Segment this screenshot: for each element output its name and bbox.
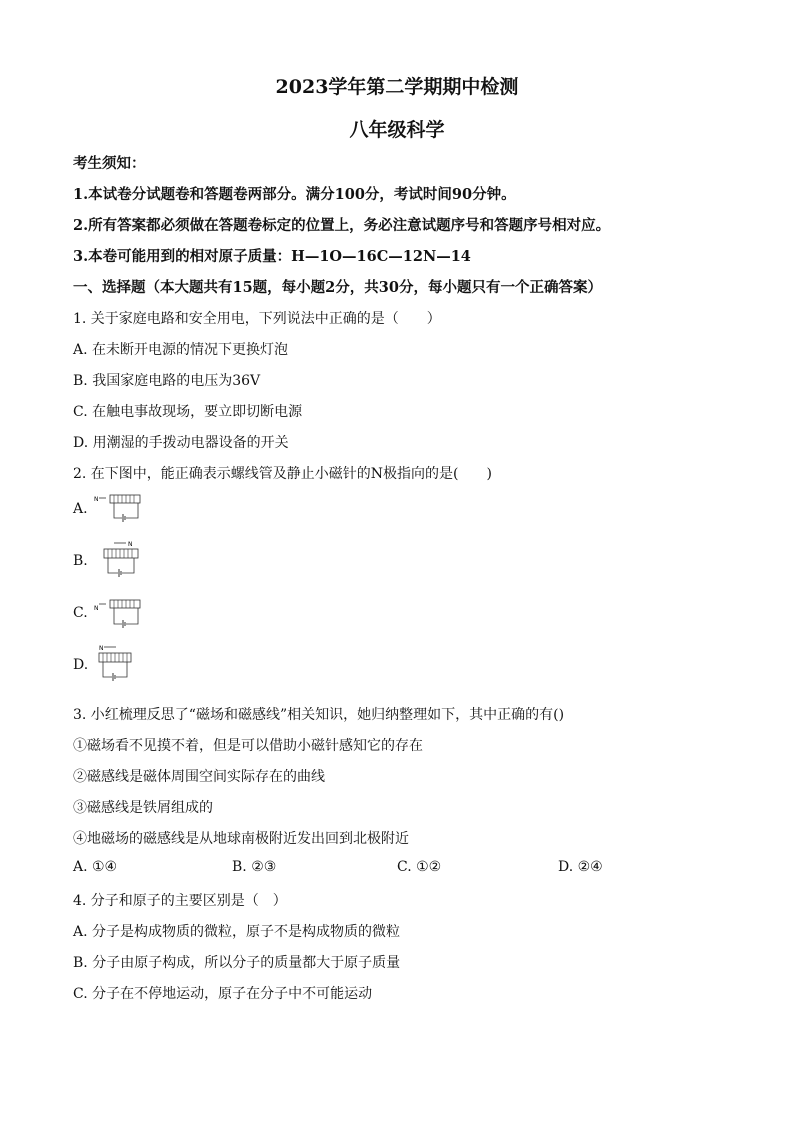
page-title: 2023学年第二学期期中检测 <box>275 76 519 98</box>
question-4-option-b: B. 分子由原子构成，所以分子的质量都大于原子质量 <box>73 955 401 971</box>
question-3-options <box>73 859 713 879</box>
question-3-statement-2: ②磁感线是磁体周围空间实际存在的曲线 <box>73 769 325 785</box>
question-3-option-b: B. ②③ <box>232 859 277 875</box>
section-heading: 一、选择题（本大题共有15题，每小题2分，共30分，每小题只有一个正确答案） <box>73 279 602 296</box>
figure-label-c: N <box>94 605 99 612</box>
solenoid-circuit-icon <box>94 492 150 524</box>
solenoid-circuit-icon <box>100 540 144 578</box>
notice-item-1: 1.本试卷分试题卷和答题卷两部分。满分100分，考试时间90分钟。 <box>73 186 516 203</box>
solenoid-circuit-b <box>100 540 144 578</box>
solenoid-circuit-c <box>94 596 150 630</box>
question-2-option-d: D. <box>73 657 89 673</box>
question-4-option-c: C. 分子在不停地运动，原子在分子中不可能运动 <box>73 986 373 1002</box>
solenoid-circuit-icon <box>94 596 150 630</box>
question-3-statement-1: ①磁场看不见摸不着，但是可以借助小磁针感知它的存在 <box>73 738 423 754</box>
page-subtitle: 八年级科学 <box>349 119 445 141</box>
notice-heading: 考生须知： <box>73 155 146 172</box>
question-3-stem: 3. 小红梳理反思了“磁场和磁感线”相关知识，她归纳整理如下，其中正确的有() <box>73 707 565 723</box>
figure-label-a: N <box>94 496 99 503</box>
question-1-option-d: D. 用潮湿的手拨动电器设备的开关 <box>73 435 289 451</box>
question-3-option-d: D. ②④ <box>558 859 603 875</box>
question-1-stem: 1. 关于家庭电路和安全用电，下列说法中正确的是（ ） <box>73 311 441 327</box>
question-3-statement-3: ③磁感线是铁屑组成的 <box>73 800 213 816</box>
solenoid-circuit-d <box>96 644 136 682</box>
notice-item-2: 2.所有答案都必须做在答题卷标定的位置上，务必注意试题序号和答题序号相对应。 <box>73 217 611 234</box>
question-4-option-a: A. 分子是构成物质的微粒，原子不是构成物质的微粒 <box>73 924 401 940</box>
question-2-option-a: A. <box>73 501 88 517</box>
figure-label-d: N <box>99 645 104 652</box>
question-1-option-b: B. 我国家庭电路的电压为36V <box>73 373 261 389</box>
question-2-option-b: B. <box>73 553 88 569</box>
notice-item-3: 3.本卷可能用到的相对原子质量：H—1O—16C—12N—14 <box>73 248 471 265</box>
question-2-stem: 2. 在下图中，能正确表示螺线管及静止小磁针的N极指向的是( ) <box>73 466 492 482</box>
question-1-option-c: C. 在触电事故现场，要立即切断电源 <box>73 404 303 420</box>
question-2-option-c: C. <box>73 605 88 621</box>
figure-label-b: N <box>128 541 133 548</box>
question-4-stem: 4. 分子和原子的主要区别是（ ） <box>73 893 287 909</box>
question-3-option-c: C. ①② <box>397 859 442 875</box>
question-1-option-a: A. 在未断开电源的情况下更换灯泡 <box>73 342 289 358</box>
question-3-statement-4: ④地磁场的磁感线是从地球南极附近发出回到北极附近 <box>73 831 409 847</box>
solenoid-circuit-a <box>94 492 150 524</box>
question-3-option-a: A. ①④ <box>73 859 118 875</box>
solenoid-circuit-icon <box>96 644 136 682</box>
